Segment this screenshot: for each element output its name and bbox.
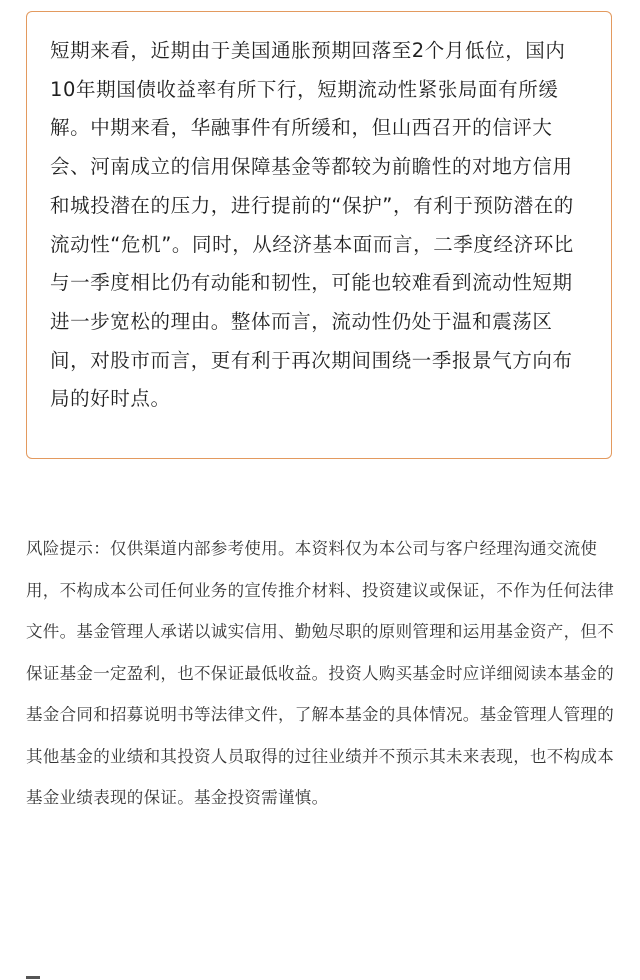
- risk-notice-paragraph: 风险提示：仅供渠道内部参考使用。本资料仅为本公司与客户经理沟通交流使用，不构成本公司任何业务的宣传推介材料、投资建议或保证，不作为任何法律文件。基金管理人承诺以诚实信用、勤勉尽职的原则管理和运用基金资产，但不保证基金一定盈利，也不保证最低收益。投资人购买基金时应详细阅读本基金的基金合同和招募说明书等法律文件，了解本基金的具体情况。基金管理人管理的其他基金的业绩和其投资人员取得的过往业绩并不预示其未来表现，也不构成本基金业绩表现的保证。基金投资需谨慎。: [26, 539, 614, 807]
- summary-box: [26, 11, 612, 459]
- cropped-text-fragment: [26, 968, 66, 980]
- summary-paragraph: 短期来看，近期由于美国通胀预期回落至2个月低位，国内10年期国债收益率有所下行，短期流动性紧张局面有所缓解。中期来看，华融事件有所缓和，但山西召开的信评大会、河南成立的信用保障基金等都较为前瞻性的对地方信用和城投潜在的压力，进行提前的“保护”，有利于预防潜在的流动性“危机”。同时，从经济基本面而言，二季度经济环比与一季度相比仍有动能和韧性，可能也较难看到流动性短期进一步宽松的理由。整体而言，流动性仍处于温和震荡区间，对股市而言，更有利于再次期间围绕一季报景气方向布局的好时点。: [50, 39, 574, 411]
